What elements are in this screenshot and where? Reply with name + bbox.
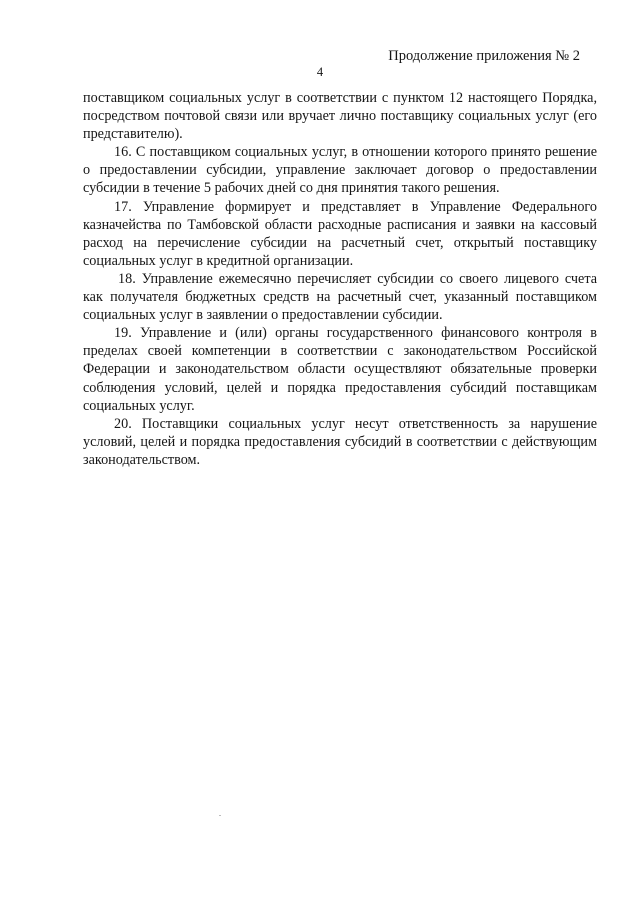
paragraph-16: 16. С поставщиком социальных услуг, в отношении которого принято решение о предоставлении субсидии, управление заключает договор о предоставлении субсидии в течение 5 рабочих дней со дня принятия такого решения. [83, 144, 597, 197]
paragraph-15-continuation: поставщиком социальных услуг в соответствии с пунктом 12 настоящего Порядка, посредством почтовой связи или вручает лично поставщику социальных услуг (его представителю). [83, 90, 597, 143]
paragraph-19: 19. Управление и (или) органы государственного финансового контроля в пределах своей компетенции в соответствии с законодательством Российской Федерации и законодательством области осуществляют обязательные проверки соблюдения условий, целей и порядка предоставления субсидий поставщикам социальных услуг. [83, 325, 597, 414]
appendix-continuation-header: Продолжение приложения № 2 [388, 48, 580, 64]
paragraph-20: 20. Поставщики социальных услуг несут ответственность за нарушение условий, целей и порядка предоставления субсидий в соответствии с действующим законодательством. [83, 415, 597, 468]
document-body [83, 89, 597, 469]
paragraph-18: 18. Управление ежемесячно перечисляет субсидии со своего лицевого счета как получателя бюджетных средств на расчетный счет, указанный поставщиком социальных услуг в заявлении о предоставлении субсидии. [83, 270, 597, 324]
scan-speck [219, 815, 221, 816]
paragraph-17: 17. Управление формирует и представляет в Управление Федерального казначейства по Тамбовской области расходные расписания и заявки на кассовый расход на перечисление субсидии на расчетный счет, открытый поставщику социальных услуг в кредитной организации. [83, 198, 597, 269]
page-number: 4 [316, 65, 324, 79]
